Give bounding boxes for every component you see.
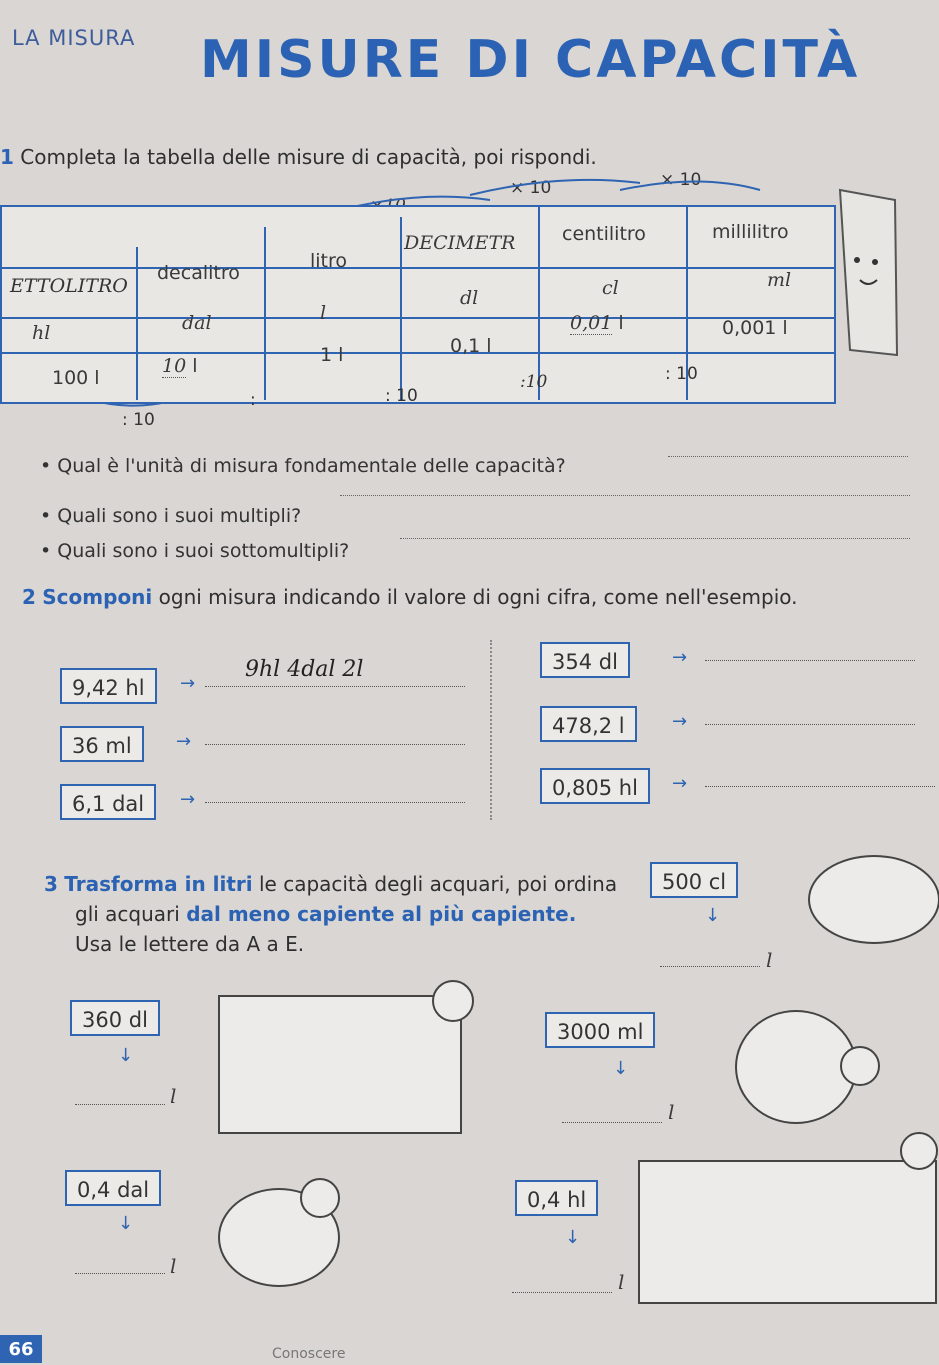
exercise-number: 1 [0, 145, 14, 169]
answer-line[interactable] [660, 966, 760, 967]
measure-box: 354 dl [540, 642, 630, 678]
unit-label: l [766, 948, 773, 972]
label-circle[interactable] [840, 1046, 880, 1086]
arrow-down-icon: ↓ [565, 1227, 581, 1248]
arrow-label-bottom: : 10 [122, 410, 155, 430]
unit-label: l [668, 1100, 675, 1124]
value: 1 l [320, 344, 344, 366]
exercise-3-instruction: 3 Trasforma in litri le capacità degli acquari, poi ordina [44, 872, 618, 896]
symbol: hl [32, 322, 51, 344]
symbol: dl [460, 287, 479, 309]
label-circle[interactable] [432, 980, 474, 1022]
arrow-icon: → [672, 773, 688, 794]
measure-box: 0,805 hl [540, 768, 650, 804]
arrow-icon: → [176, 731, 192, 752]
arrow-down-icon: ↓ [118, 1213, 134, 1234]
divider [490, 640, 492, 820]
measure-box: 9,42 hl [60, 668, 157, 704]
answer-line[interactable] [705, 786, 935, 787]
measure-box: 3000 ml [545, 1012, 655, 1048]
symbol: dal [182, 312, 212, 334]
hand-header: ETTOLITRO [10, 275, 128, 297]
exercise-2-instruction: 2 Scomponi ogni misura indicando il valore di ogni cifra, come nell'esempio. [22, 585, 798, 609]
answer-line[interactable] [512, 1292, 612, 1293]
exercise-1-instruction: 1 Completa la tabella delle misure di capacità, poi rispondi. [0, 145, 597, 169]
answer-line[interactable] [205, 744, 465, 745]
aquarium-illustration [735, 1010, 857, 1124]
symbol: l [320, 302, 327, 324]
measure-box: 360 dl [70, 1000, 160, 1036]
unit-label: l [170, 1084, 177, 1108]
page-number: 66 [0, 1335, 42, 1363]
measure-box: 6,1 dal [60, 784, 156, 820]
answer-line[interactable] [668, 456, 908, 457]
label-circle[interactable] [900, 1132, 938, 1170]
value: 0,001 l [722, 317, 788, 339]
measure-box: 0,4 hl [515, 1180, 598, 1216]
answer-line[interactable] [205, 802, 465, 803]
symbol: cl [602, 277, 619, 299]
arrow-icon: → [672, 711, 688, 732]
section-label: LA MISURA [12, 26, 136, 50]
exercise-3-line2: gli acquari dal meno capiente al più capiente. [75, 902, 577, 926]
page-title: MISURE DI CAPACITÀ [200, 30, 861, 90]
question: • Quali sono i suoi sottomultipli? [40, 540, 350, 562]
arrow-icon: → [180, 673, 196, 694]
arrow-label-bottom: :10 [520, 372, 548, 392]
arrow-label-bottom: : 10 [385, 386, 418, 406]
answer-text: 9hl 4dal 2l [245, 657, 364, 682]
exercise-3-line3: Usa le lettere da A a E. [75, 932, 305, 956]
measuring-cup-illustration [835, 180, 905, 360]
arrow-label-top: × 10 [510, 178, 552, 198]
unit-label: l [170, 1254, 177, 1278]
answer-line[interactable] [400, 538, 910, 539]
footer-word: Conoscere [272, 1346, 346, 1362]
arrow-label-top: × 10 [660, 170, 702, 190]
answer-line[interactable] [75, 1104, 165, 1105]
measure-box: 478,2 l [540, 706, 637, 742]
value: 0,1 l [450, 335, 492, 357]
value-input[interactable]: 0,01 l [570, 312, 624, 334]
measure-box: 0,4 dal [65, 1170, 161, 1206]
measure-box: 36 ml [60, 726, 144, 762]
arrow-down-icon: ↓ [705, 905, 721, 926]
aquarium-illustration [638, 1160, 937, 1304]
value-input[interactable]: 10 l [162, 355, 198, 377]
arrow-down-icon: ↓ [613, 1058, 629, 1079]
symbol: ml [767, 269, 792, 291]
answer-line[interactable] [705, 724, 915, 725]
aquarium-illustration [218, 995, 462, 1134]
answer-line[interactable] [705, 660, 915, 661]
arrow-down-icon: ↓ [118, 1045, 134, 1066]
question: • Quali sono i suoi multipli? [40, 505, 302, 527]
answer-line[interactable] [205, 686, 465, 687]
table-header: centilitro [562, 223, 646, 245]
question: • Qual è l'unità di misura fondamentale delle capacità? [40, 455, 566, 477]
table-header: millilitro [712, 221, 789, 243]
hand-header: DECIMETR [404, 232, 516, 254]
answer-line[interactable] [562, 1122, 662, 1123]
table-header: decalitro [157, 262, 240, 284]
arrow-icon: → [180, 789, 196, 810]
answer-line[interactable] [75, 1273, 165, 1274]
value: 100 l [52, 367, 100, 389]
aquarium-illustration [808, 855, 939, 944]
capacity-table [0, 205, 836, 404]
answer-line[interactable] [340, 495, 910, 496]
arrow-label-bottom: : 10 [665, 364, 698, 384]
table-header: litro [310, 250, 348, 272]
arrow-label-bottom: : [250, 390, 256, 410]
label-circle[interactable] [300, 1178, 340, 1218]
unit-label: l [618, 1270, 625, 1294]
arrow-icon: → [672, 647, 688, 668]
measure-box: 500 cl [650, 862, 738, 898]
